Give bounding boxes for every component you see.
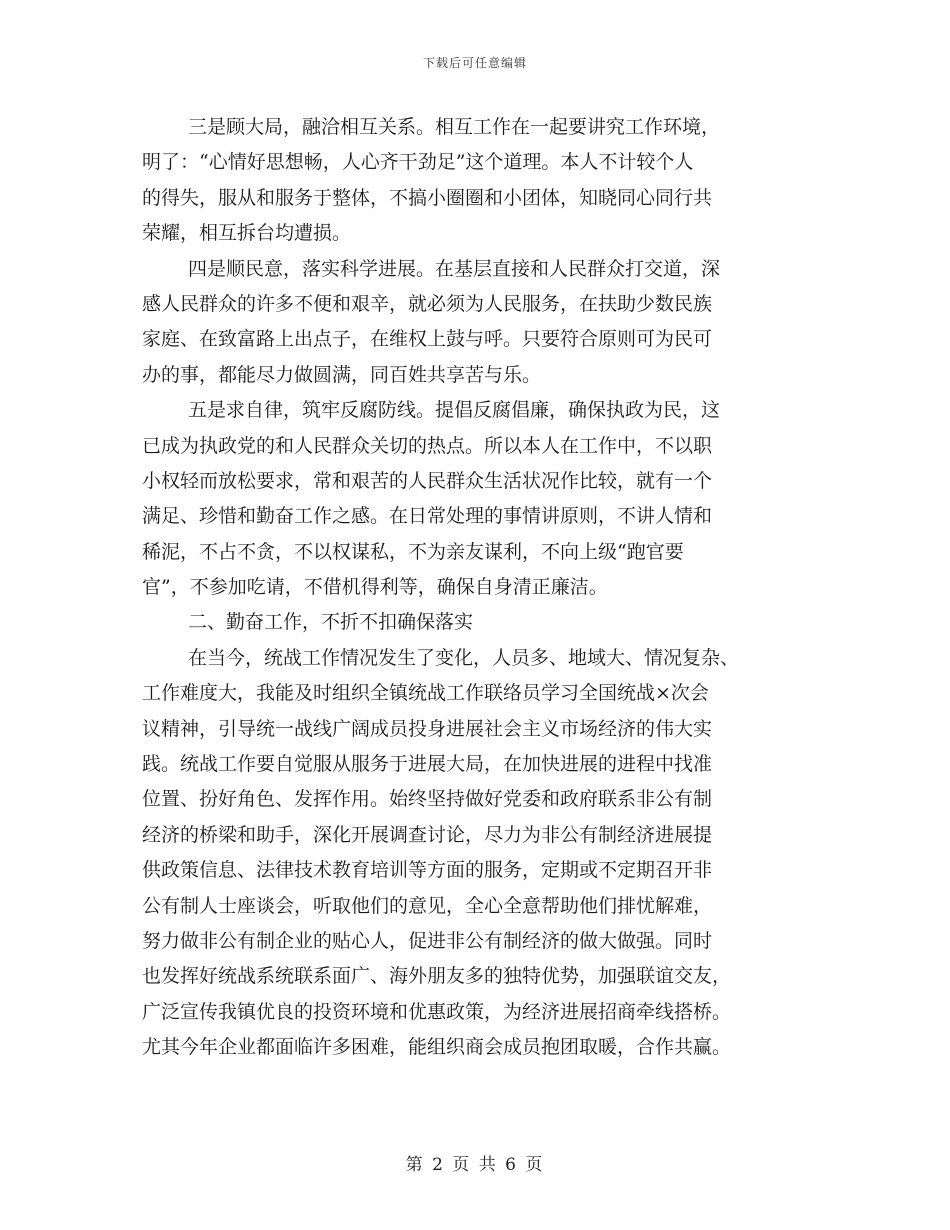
text-line: 满足、珍惜和勤奋工作之感。在日常处理的事情讲原则，不讲人情和 (142, 505, 713, 528)
text-line: 供政策信息、法律技术教育培训等方面的服务，定期或不定期召开非 (142, 859, 713, 882)
text-line: 办的事，都能尽力做圆满，同百姓共享苦与乐。 (142, 363, 542, 386)
text-line: 稀泥，不占不贪，不以权谋私，不为亲友谋利，不向上级“跑官要 (142, 540, 684, 563)
text-line: 感人民群众的许多不便和艰辛，就必须为人民服务，在扶助少数民族 (142, 292, 713, 315)
text-line: 尤其今年企业都面临许多困难，能组织商会成员抱团取暖，合作共赢。 (142, 1036, 732, 1059)
page-footer: 第 2 页 共 6 页 (405, 1155, 545, 1175)
text-line: 官”，不参加吃请，不借机得利等，确保自身清正廉洁。 (142, 576, 608, 599)
text-line: 位置、扮好角色、发挥作用。始终坚持做好党委和政府联系非公有制 (142, 788, 713, 811)
text-line: 家庭、在致富路上出点子，在维权上鼓与呼。只要符合原则可为民可 (142, 328, 713, 351)
text-line: 努力做非公有制企业的贴心人，促进非公有制经济的做大做强。同时 (142, 929, 713, 952)
text-line: 工作难度大，我能及时组织全镇统战工作联络员学习全国统战×次会 (142, 682, 709, 705)
page-header: 下载后可任意编辑 (422, 56, 527, 70)
text-line: 公有制人士座谈会，听取他们的意见，全心全意帮助他们排忧解难， (142, 894, 713, 917)
text-line: 三是顾大局，融洽相互关系。相互工作在一起要讲究工作环境， (188, 116, 721, 138)
text-line: 四是顺民意，落实科学进展。在基层直接和人民群众打交道，深 (188, 257, 721, 280)
text-line: 已成为执政党的和人民群众关切的热点。所以本人在工作中，不以职 (142, 434, 713, 457)
text-line: 五是求自律，筑牢反腐防线。提倡反腐倡廉，确保执政为民，这 (188, 399, 721, 422)
text-line: 的得失，服从和服务于整体，不搞小圈圈和小团体，知晓同心同行共 (142, 186, 713, 209)
text-line: 议精神，引导统一战线广阔成员投身进展社会主义市场经济的伟大实 (142, 717, 713, 740)
text-line: 明了：“心情好思想畅，人心齐干劲足”这个道理。本人不计较个人 (142, 151, 694, 174)
text-line: 荣耀，相互拆台均遭损。 (142, 222, 352, 245)
text-line: 二、勤奋工作，不折不扣确保落实 (188, 611, 474, 634)
text-line: 广泛宣传我镇优良的投资环境和优惠政策，为经济进展招商牵线搭桥。 (142, 1000, 732, 1023)
text-line: 在当今，统战工作情况发生了变化，人员多、地域大、情况复杂、 (188, 646, 740, 669)
text-line: 践。统战工作要自觉服从服务于进展大局，在加快进展的进程中找准 (142, 753, 713, 776)
document-body (142, 110, 810, 1066)
text-line: 小权轻而放松要求，常和艰苦的人民群众生活状况作比较，就有一个 (142, 469, 713, 492)
text-line: 也发挥好统战系统联系面广、海外朋友多的独特优势，加强联谊交友， (142, 965, 732, 988)
text-line: 经济的桥梁和助手，深化开展调查讨论，尽力为非公有制经济进展提 (142, 823, 713, 846)
